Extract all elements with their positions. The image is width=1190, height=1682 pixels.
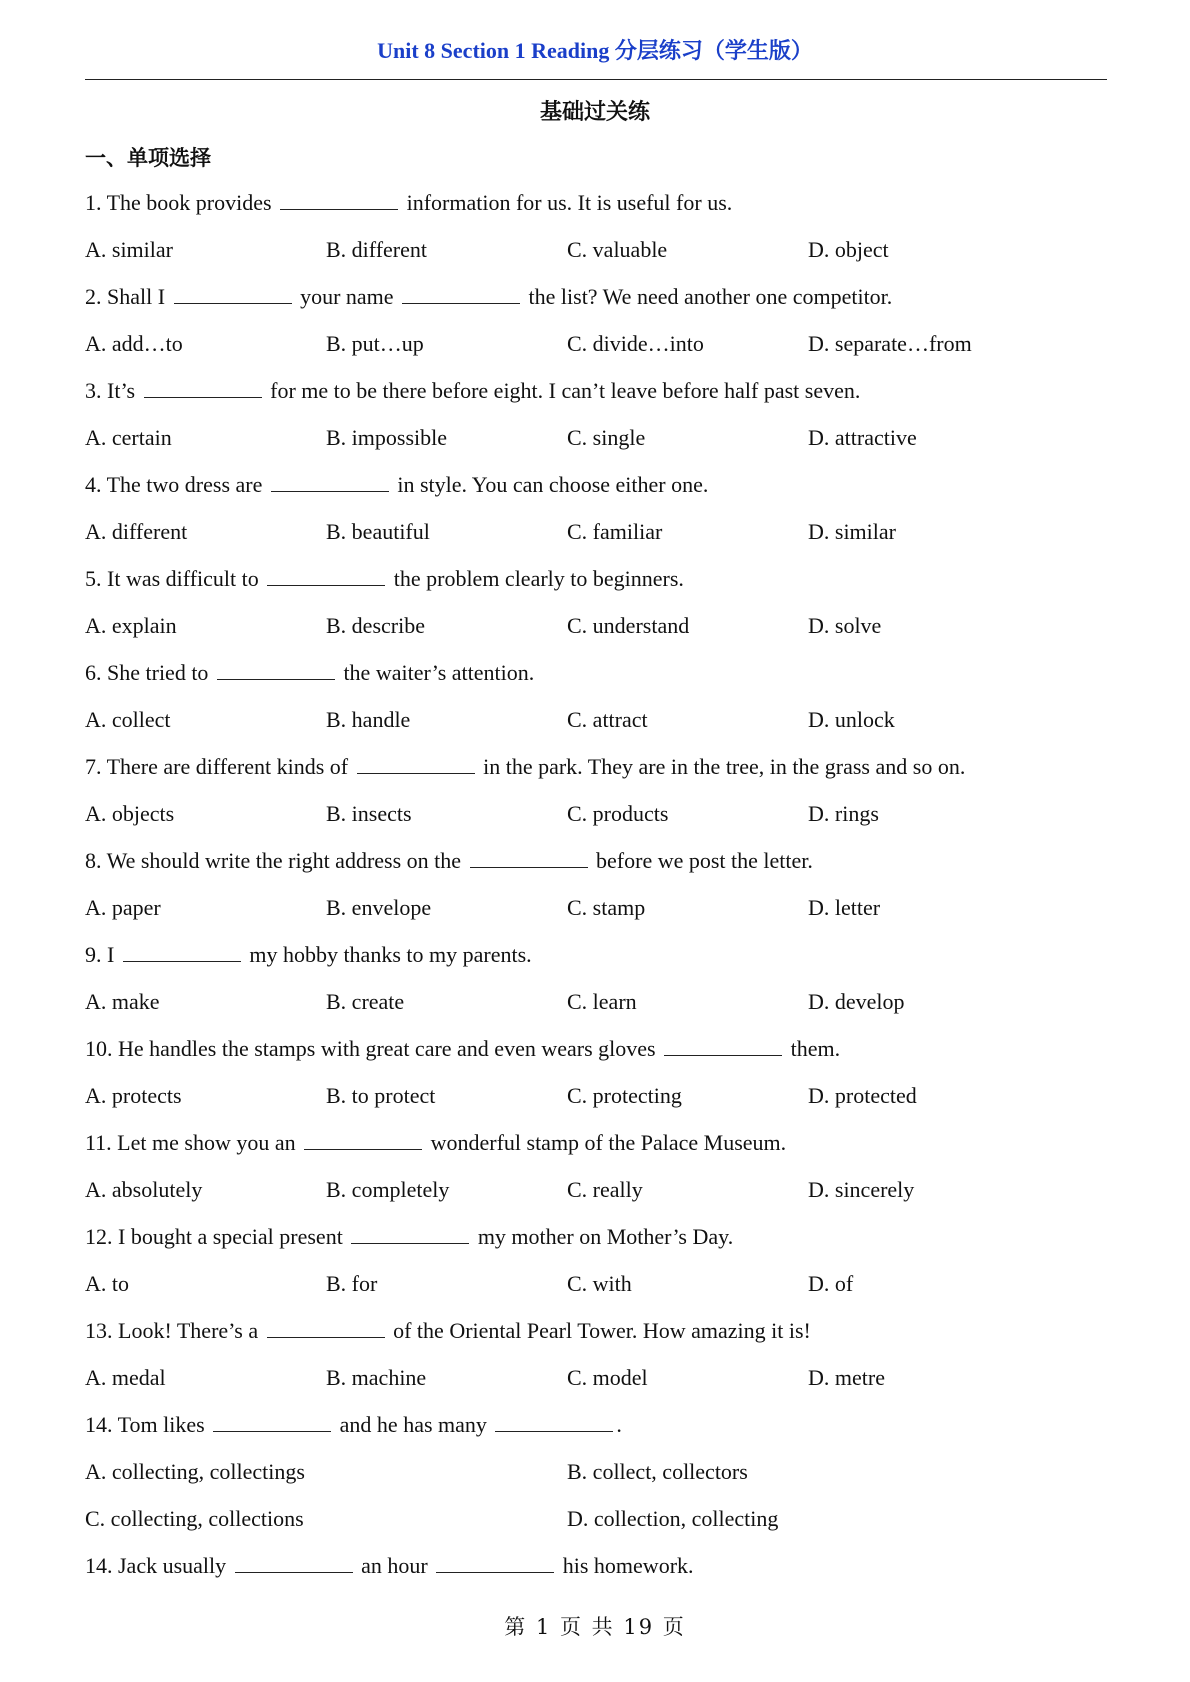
question-text: 7. There are different kinds of xyxy=(85,754,354,779)
question-text: 14. Jack usually xyxy=(85,1553,232,1578)
question-text: an hour xyxy=(355,1553,434,1578)
answer-option: B. insects xyxy=(326,801,412,826)
answer-option: D. object xyxy=(808,237,889,262)
answer-blank xyxy=(123,939,241,962)
question-text: his homework. xyxy=(557,1553,694,1578)
answer-option: A. explain xyxy=(85,613,177,638)
question-text: 14. Tom likes xyxy=(85,1412,211,1437)
question-stem xyxy=(85,654,1115,701)
answer-option: B. describe xyxy=(326,613,425,638)
question-stem xyxy=(85,184,1115,231)
question-text: in style. You can choose either one. xyxy=(391,472,709,497)
answer-option: D. letter xyxy=(808,895,881,920)
question-text: . xyxy=(616,1412,622,1437)
answer-blank xyxy=(351,1221,469,1244)
question-text: before we post the letter. xyxy=(590,848,813,873)
answer-blank xyxy=(235,1550,353,1573)
question-stem xyxy=(85,842,1115,889)
answer-option: C. familiar xyxy=(567,519,663,544)
options-row xyxy=(85,1500,1115,1547)
question-text: my hobby thanks to my parents. xyxy=(243,942,532,967)
answer-option: D. unlock xyxy=(808,707,895,732)
answer-blank xyxy=(217,657,335,680)
question-text: your name xyxy=(294,284,400,309)
answer-option: B. handle xyxy=(326,707,411,732)
answer-option: D. rings xyxy=(808,801,879,826)
document-header-title: Unit 8 Section 1 Reading 分层练习（学生版） xyxy=(377,38,813,63)
answer-blank xyxy=(470,845,588,868)
question-text: 6. She tried to xyxy=(85,660,214,685)
page-footer: 第 1 页 共 19 页 xyxy=(504,1615,686,1639)
answer-option: D. develop xyxy=(808,989,905,1014)
options-row xyxy=(85,1265,1115,1312)
question-text: 9. I xyxy=(85,942,120,967)
question-text: 12. I bought a special present xyxy=(85,1224,349,1249)
answer-option: B. completely xyxy=(326,1177,450,1202)
question-stem xyxy=(85,1406,1115,1453)
answer-option: D. separate…from xyxy=(808,331,972,356)
question-stem xyxy=(85,936,1115,983)
answer-blank xyxy=(174,281,292,304)
answer-option: B. machine xyxy=(326,1365,427,1390)
answer-option: C. single xyxy=(567,425,646,450)
answer-option: C. protecting xyxy=(567,1083,682,1108)
options-row xyxy=(85,795,1115,842)
answer-blank xyxy=(436,1550,554,1573)
answer-option: A. different xyxy=(85,519,188,544)
answer-blank xyxy=(280,187,398,210)
options-row xyxy=(85,1359,1115,1406)
answer-option: A. medal xyxy=(85,1365,166,1390)
question-text: wonderful stamp of the Palace Museum. xyxy=(425,1130,787,1155)
answer-option: A. absolutely xyxy=(85,1177,203,1202)
answer-option: A. make xyxy=(85,989,160,1014)
answer-option: D. solve xyxy=(808,613,882,638)
answer-option: A. certain xyxy=(85,425,172,450)
part-title: 一、单项选择 xyxy=(85,146,211,170)
answer-option: C. valuable xyxy=(567,237,668,262)
question-text: and he has many xyxy=(334,1412,493,1437)
answer-option: C. model xyxy=(567,1365,648,1390)
question-text: 3. It’s xyxy=(85,378,141,403)
question-text: in the park. They are in the tree, in the grass and so on. xyxy=(477,754,966,779)
question-stem xyxy=(85,1218,1115,1265)
question-text: 4. The two dress are xyxy=(85,472,268,497)
answer-option: D. protected xyxy=(808,1083,917,1108)
question-text: the problem clearly to beginners. xyxy=(388,566,684,591)
question-stem xyxy=(85,466,1115,513)
answer-option: C. attract xyxy=(567,707,648,732)
question-stem xyxy=(85,1124,1115,1171)
question-stem xyxy=(85,278,1115,325)
answer-blank xyxy=(304,1127,422,1150)
options-row xyxy=(85,513,1115,560)
answer-option: D. metre xyxy=(808,1365,885,1390)
question-stem xyxy=(85,1547,1115,1594)
answer-blank xyxy=(402,281,520,304)
question-text: 1. The book provides xyxy=(85,190,278,215)
question-text: 10. He handles the stamps with great care and even wears gloves xyxy=(85,1036,662,1061)
options-row xyxy=(85,325,1115,372)
header-divider xyxy=(85,79,1107,80)
answer-option: A. to xyxy=(85,1271,129,1296)
question-text: the list? We need another one competitor. xyxy=(523,284,893,309)
answer-option: C. stamp xyxy=(567,895,646,920)
options-row xyxy=(85,1453,1115,1500)
answer-option: B. put…up xyxy=(326,331,424,356)
question-stem xyxy=(85,560,1115,607)
answer-option: B. to protect xyxy=(326,1083,436,1108)
question-text: the waiter’s attention. xyxy=(337,660,535,685)
answer-option: B. collect, collectors xyxy=(567,1459,748,1484)
question-stem xyxy=(85,1030,1115,1077)
answer-option: D. attractive xyxy=(808,425,917,450)
options-row xyxy=(85,889,1115,936)
answer-option: C. collecting, collections xyxy=(85,1506,304,1531)
answer-blank xyxy=(357,751,475,774)
answer-option: B. different xyxy=(326,237,428,262)
answer-blank xyxy=(213,1409,331,1432)
answer-option: A. objects xyxy=(85,801,175,826)
question-text: information for us. It is useful for us. xyxy=(401,190,733,215)
options-row xyxy=(85,1077,1115,1124)
answer-option: C. understand xyxy=(567,613,690,638)
answer-option: B. create xyxy=(326,989,405,1014)
answer-blank xyxy=(267,1315,385,1338)
answer-option: B. beautiful xyxy=(326,519,430,544)
question-text: 13. Look! There’s a xyxy=(85,1318,264,1343)
answer-option: A. collecting, collectings xyxy=(85,1459,305,1484)
section-title: 基础过关练 xyxy=(539,100,650,125)
answer-blank xyxy=(271,469,389,492)
answer-option: A. protects xyxy=(85,1083,182,1108)
question-text: my mother on Mother’s Day. xyxy=(472,1224,734,1249)
answer-option: B. for xyxy=(326,1271,378,1296)
answer-blank xyxy=(144,375,262,398)
answer-option: D. collection, collecting xyxy=(567,1506,779,1531)
question-stem xyxy=(85,1312,1115,1359)
options-row xyxy=(85,231,1115,278)
answer-option: A. paper xyxy=(85,895,161,920)
question-text: 2. Shall I xyxy=(85,284,171,309)
question-stem xyxy=(85,748,1115,795)
options-row xyxy=(85,983,1115,1030)
answer-option: C. products xyxy=(567,801,669,826)
answer-option: A. add…to xyxy=(85,331,183,356)
answer-option: B. envelope xyxy=(326,895,432,920)
answer-option: C. with xyxy=(567,1271,632,1296)
answer-option: D. of xyxy=(808,1271,854,1296)
answer-blank xyxy=(664,1033,782,1056)
answer-option: C. really xyxy=(567,1177,643,1202)
question-list xyxy=(85,184,1115,1594)
question-text: of the Oriental Pearl Tower. How amazing it is! xyxy=(387,1318,811,1343)
answer-option: A. similar xyxy=(85,237,173,262)
answer-blank xyxy=(495,1409,613,1432)
answer-option: A. collect xyxy=(85,707,171,732)
answer-option: C. learn xyxy=(567,989,637,1014)
question-text: 11. Let me show you an xyxy=(85,1130,302,1155)
question-stem xyxy=(85,372,1115,419)
options-row xyxy=(85,419,1115,466)
question-text: 8. We should write the right address on the xyxy=(85,848,467,873)
answer-option: C. divide…into xyxy=(567,331,704,356)
answer-option: D. sincerely xyxy=(808,1177,915,1202)
options-row xyxy=(85,1171,1115,1218)
question-text: 5. It was difficult to xyxy=(85,566,265,591)
options-row xyxy=(85,607,1115,654)
options-row xyxy=(85,701,1115,748)
question-text: for me to be there before eight. I can’t leave before half past seven. xyxy=(264,378,861,403)
question-text: them. xyxy=(785,1036,841,1061)
answer-blank xyxy=(267,563,385,586)
answer-option: B. impossible xyxy=(326,425,448,450)
answer-option: D. similar xyxy=(808,519,896,544)
